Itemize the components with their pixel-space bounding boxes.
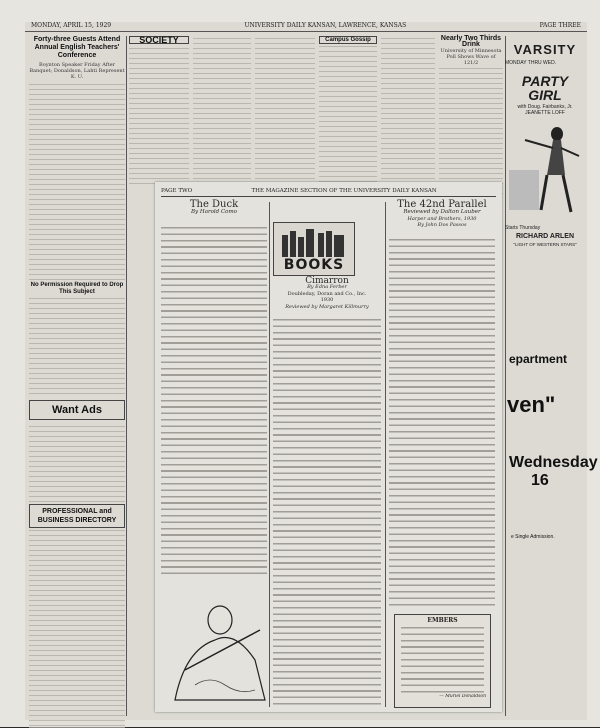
embers-poem-text [401, 626, 484, 694]
back-column-gossip [319, 36, 377, 196]
cimarron-publisher: Doubleday, Doran and Co., Inc. [287, 290, 367, 297]
back-column-6 [381, 36, 435, 196]
back-right-edge [505, 352, 598, 540]
duck-title: The Duck [189, 199, 239, 210]
parallel-author: By John Dos Passos [417, 222, 467, 229]
parallel-publisher: Harper and Brothers, 1930 [407, 215, 477, 222]
party-girl-cast: with Doug. Fairbanks, Jr. JEANETTE LOFF [517, 104, 573, 116]
back-column-4 [255, 36, 315, 196]
light-western-stars: "LIGHT OF WESTERN STARS" [513, 242, 577, 247]
parallel-title: The 42nd Parallel [397, 199, 487, 210]
cimarron-review-column [273, 278, 381, 706]
books-banner [273, 222, 355, 276]
cimarron-body-text [273, 318, 381, 706]
embers-author: — Muriel Donaldson [439, 694, 486, 700]
varsity-theater-ad [505, 42, 585, 247]
back-column-1 [29, 36, 125, 706]
back-column-poll [439, 36, 503, 196]
want-ads-header: Want Ads [29, 400, 125, 420]
conference-subhead: Boynton Speaker Friday After Banquet; Donaldson, Lahti Represent K. U. [29, 62, 125, 80]
back-column-3 [193, 36, 251, 196]
back-header-title: UNIVERSITY DAILY KANSAN, LAWRENCE, KANSAS [244, 22, 407, 29]
date-sixteen: 16 [531, 472, 549, 489]
back-header-page: PAGE THREE [539, 22, 581, 29]
richard-arlen: RICHARD ARLEN [515, 233, 575, 240]
department-fragment: epartment [509, 352, 568, 366]
cimarron-author: By Edna Ferber [307, 284, 347, 291]
dancer-illustration [505, 120, 585, 220]
society-header: SOCIETY [129, 36, 189, 44]
parallel-review-column [389, 199, 495, 606]
magazine-header [161, 186, 496, 197]
embers-poem-box [394, 614, 491, 708]
parallel-reviewer: Reviewed by Dalton Lauber [403, 209, 481, 216]
parallel-body-text [389, 238, 495, 606]
magazine-section-page [155, 182, 502, 712]
thursday-label: Starts Thursday [505, 225, 541, 231]
cimarron-reviewer: Reviewed by Margaret Killmurry [285, 303, 369, 310]
conference-headline: Forty-three Guests Attend Annual English Teachers' Conference [33, 36, 121, 59]
back-header-date: MONDAY, APRIL 15, 1929 [31, 22, 112, 29]
cimarron-title: Cimarron [305, 276, 349, 286]
magazine-section-title: THE MAGAZINE SECTION OF THE UNIVERSITY DAILY KANSAN [251, 188, 437, 194]
back-column-2 [129, 36, 189, 196]
varsity-dates: MONDAY THRU WED. [505, 60, 557, 66]
even-fragment: ven" [507, 392, 556, 417]
duck-byline: By Harold Como [191, 209, 237, 216]
poll-headline: Nearly Two Thirds Drink [440, 35, 502, 48]
duck-body-text [161, 226, 267, 579]
cimarron-year: 1930 [320, 297, 334, 304]
back-page-header [25, 22, 587, 32]
embers-title: EMBERS [427, 617, 458, 624]
directory-header: PROFESSIONAL and BUSINESS DIRECTORY [29, 504, 125, 528]
wednesday-fragment: Wednesday [509, 454, 598, 471]
drop-subject-headline: No Permission Required to Drop This Subject [30, 282, 124, 295]
magazine-page-number: PAGE TWO [161, 188, 193, 194]
books-label: BOOKS [283, 257, 345, 273]
poll-subhead: University of Minnesota Poll Shows Wave of 121/2 [440, 48, 502, 66]
party-girl-title: PARTY GIRL [521, 73, 569, 103]
campus-gossip-header: Campus Gossip [319, 36, 377, 44]
varsity-title: VARSITY [513, 42, 577, 57]
hunter-sketch-illustration [165, 590, 275, 708]
admission-fragment: e Single Admission. [511, 534, 555, 540]
